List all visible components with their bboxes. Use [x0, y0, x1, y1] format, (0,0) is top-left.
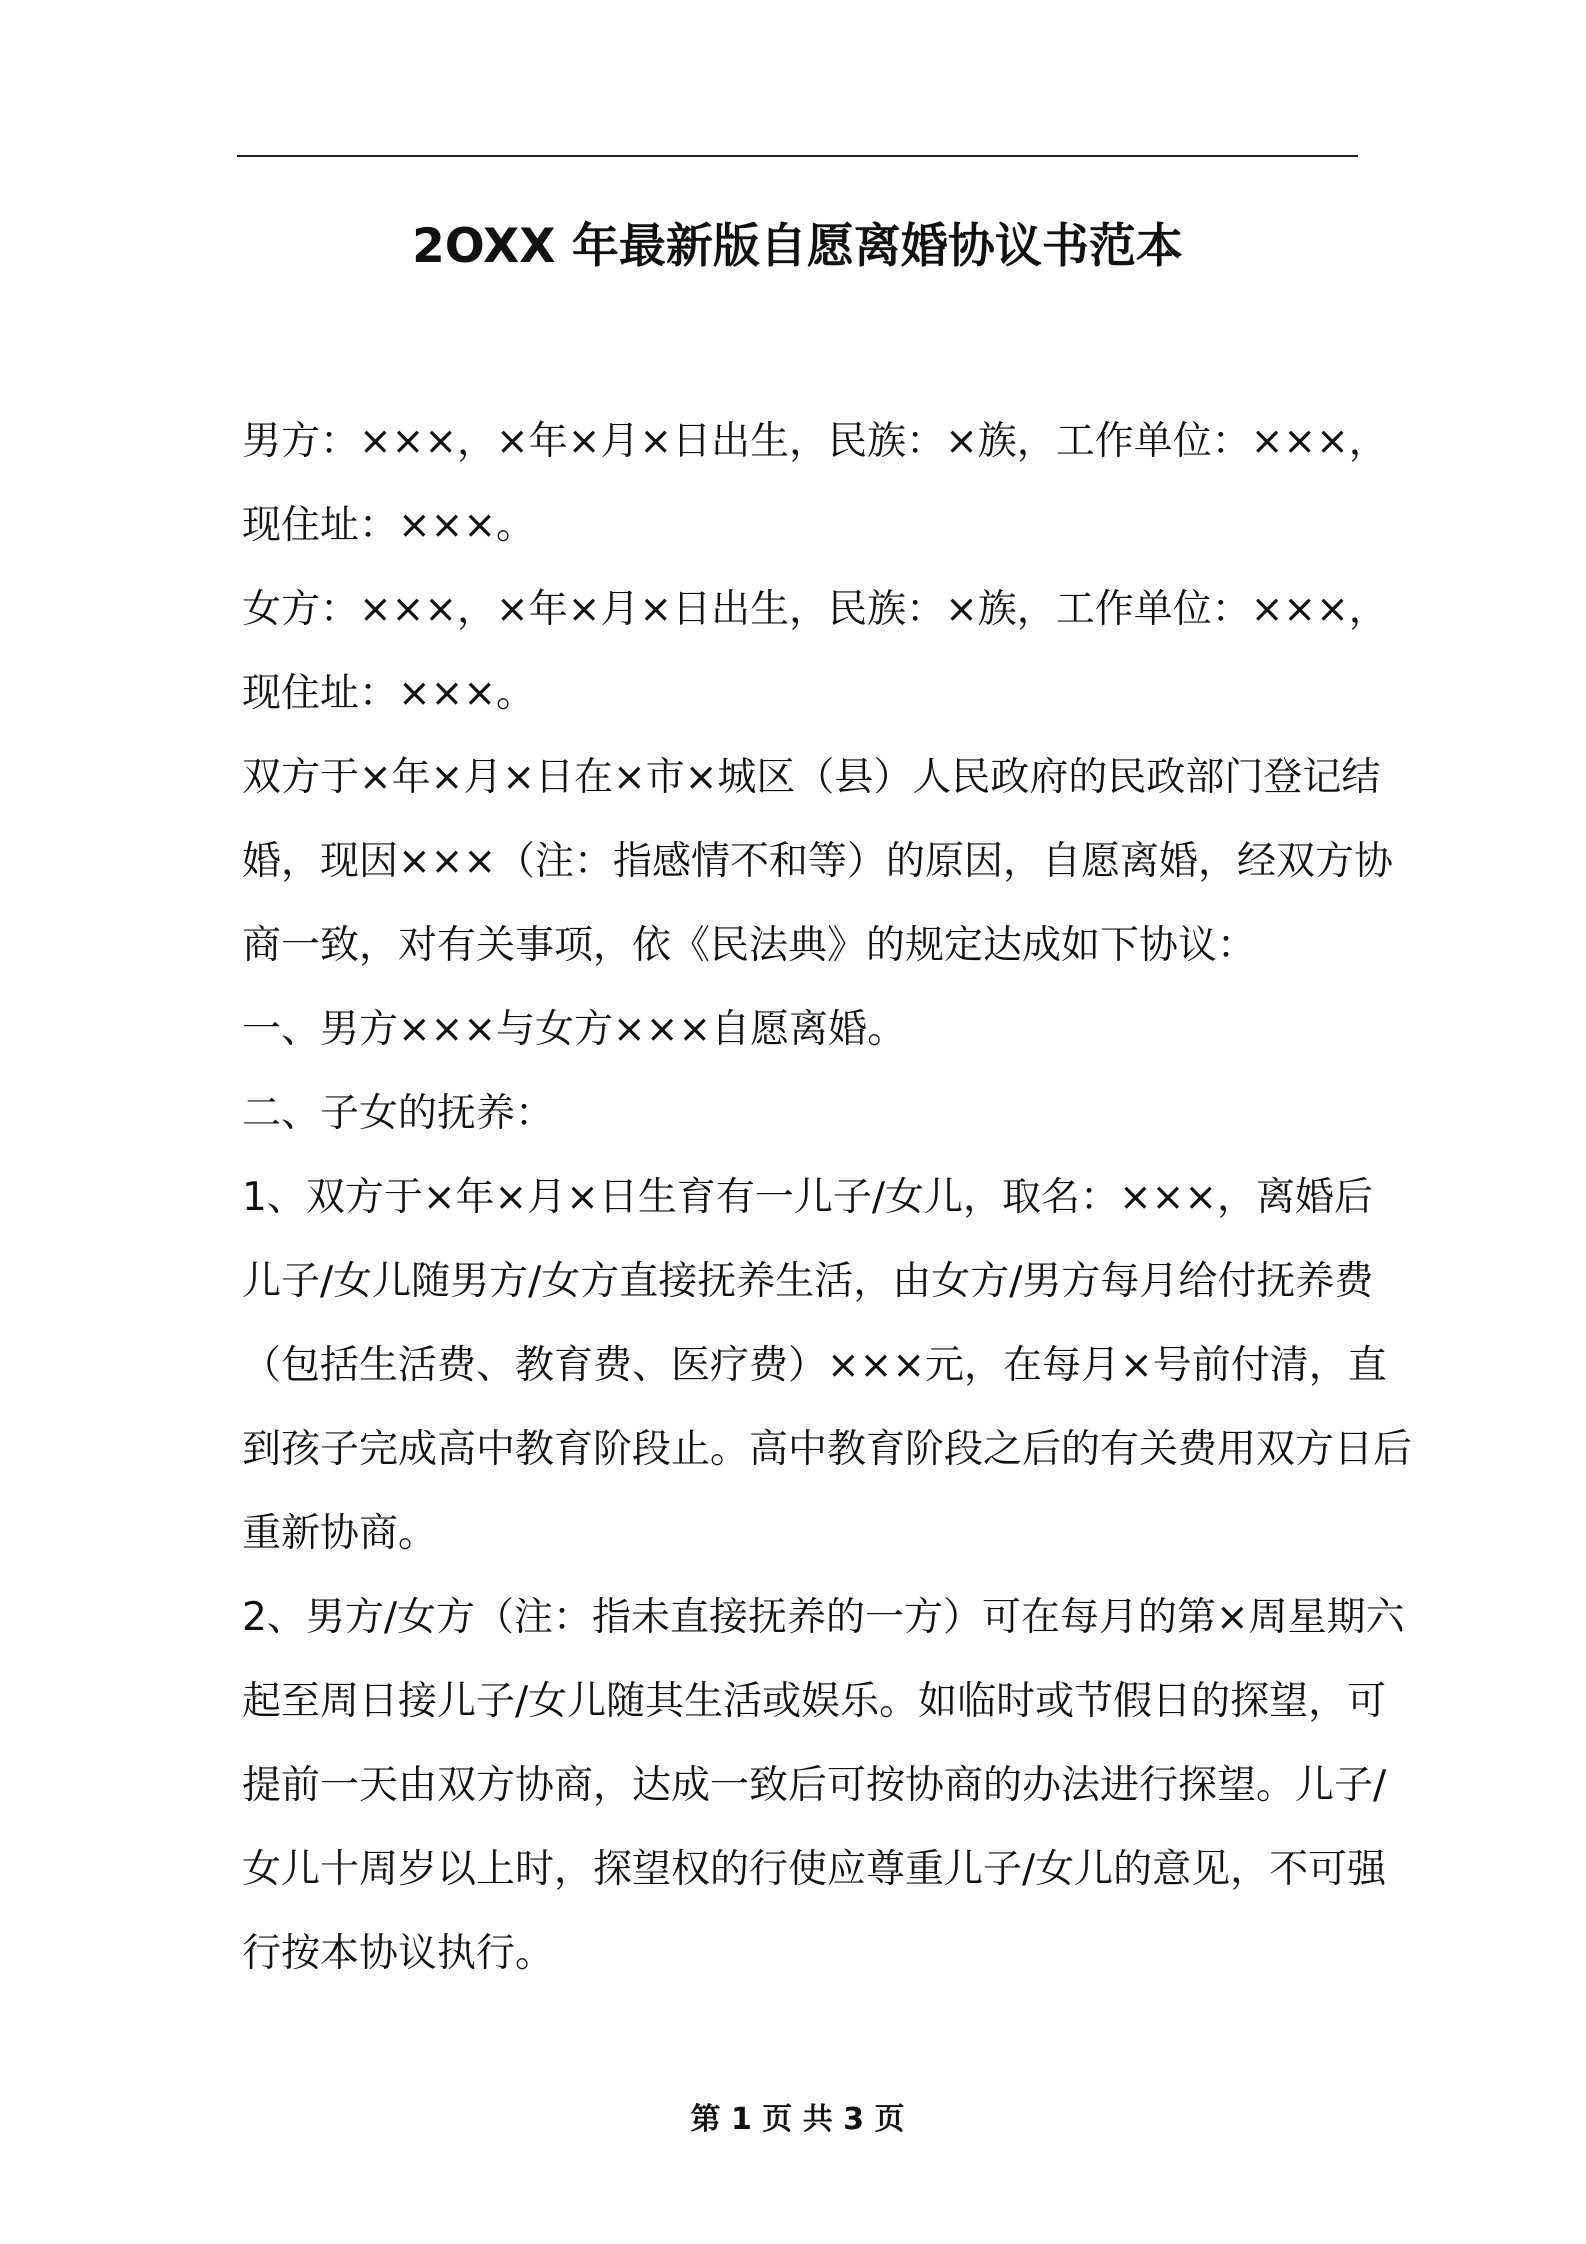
text-line-preamble-1: 双方于×年×月×日在×市×城区（县）人民政府的民政部门登记结 — [242, 755, 1381, 800]
text-line-male-address: 现住址：×××。 — [242, 503, 536, 548]
clause-2-item-1-line-1: 1、双方于×年×月×日生育有一儿子/女儿，取名：×××，离婚后 — [242, 1175, 1374, 1220]
text-line-female-info: 女方：×××，×年×月×日出生，民族：×族，工作单位：×××， — [242, 587, 1388, 632]
clause-2-item-1-line-5: 重新协商。 — [242, 1511, 438, 1556]
text-line-preamble-3: 商一致，对有关事项，依《民法典》的规定达成如下协议： — [242, 923, 1257, 968]
clause-2-item-2-line-2: 起至周日接儿子/女儿随其生活或娱乐。如临时或节假日的探望，可 — [242, 1679, 1387, 1724]
document-title: 2OXX 年最新版自愿离婚协议书范本 — [412, 219, 1183, 274]
text-line-female-address: 现住址：×××。 — [242, 671, 536, 716]
clause-2-item-1-line-2: 儿子/女儿随男方/女方直接抚养生活，由女方/男方每月给付抚养费 — [242, 1259, 1374, 1304]
text-line-male-info: 男方：×××，×年×月×日出生，民族：×族，工作单位：×××， — [242, 419, 1388, 464]
clause-2-item-1-line-3: （包括生活费、教育费、医疗费）×××元，在每月×号前付清，直 — [242, 1343, 1387, 1388]
clause-1: 一、男方×××与女方×××自愿离婚。 — [242, 1007, 907, 1052]
clause-2-item-1-line-4: 到孩子完成高中教育阶段止。高中教育阶段之后的有关费用双方日后 — [242, 1427, 1413, 1472]
clause-2-heading: 二、子女的抚养： — [242, 1091, 555, 1136]
clause-2-item-2-line-1: 2、男方/女方（注：指未直接抚养的一方）可在每月的第×周星期六 — [242, 1595, 1405, 1640]
document-body — [242, 400, 1413, 1996]
clause-2-item-2-line-3: 提前一天由双方协商，达成一致后可按协商的办法进行探望。儿子/ — [242, 1763, 1387, 1808]
header-rule — [237, 155, 1358, 157]
clause-2-item-2-line-4: 女儿十周岁以上时，探望权的行使应尊重儿子/女儿的意见，不可强 — [242, 1847, 1387, 1892]
page-number-footer: 第 1 页 共 3 页 — [690, 2102, 905, 2137]
text-line-preamble-2: 婚，现因×××（注：指感情不和等）的原因，自愿离婚，经双方协 — [242, 839, 1394, 884]
clause-2-item-2-line-5: 行按本协议执行。 — [242, 1931, 555, 1976]
